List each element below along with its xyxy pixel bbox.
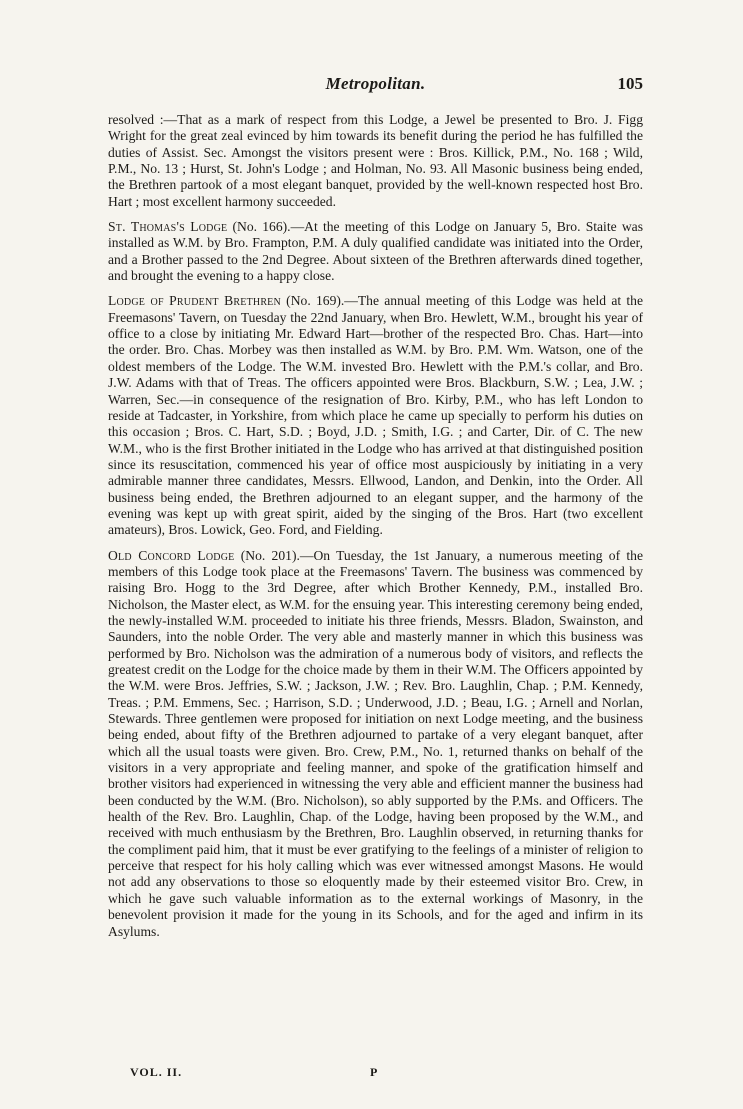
running-title: Metropolitan. xyxy=(325,74,426,93)
page-number: 105 xyxy=(617,74,643,93)
page-footer xyxy=(130,1065,430,1083)
paragraph-lead: Old Concord Lodge xyxy=(108,547,235,563)
paragraph-st-thomas-lodge xyxy=(108,219,643,284)
running-header xyxy=(108,74,643,100)
signature-mark: P xyxy=(370,1065,378,1079)
paragraph-text: (No. 166).—At the meeting of this Lodge on January 5, Bro. Staite was installed as W.M. by Bro. Frampton, P.M. A duly qualified candidate was initiated into the Order, and a Brother passed to the 2nd Degree. About sixteen of the Brethren afterwards dined together, and brought the evening to a happy close. xyxy=(108,219,643,284)
paragraph-text: resolved :—That as a mark of respect from this Lodge, a Jewel be presented to Bro. J. Figg Wright for the great zeal evinced by him towards its benefit during the period he has fulfilled the duties of Assist. Sec. Amongst the visitors present were : Bros. Killick, P.M., No. 168 ; Wild, P.M., No. 13 ; Hurst, St. John's Lodge ; and Holman, No. 93. All Masonic business being ended, the Brethren partook of a most elegant banquet, provided by the well-known respected host Bro. Hart ; most excellent harmony succeeded. xyxy=(108,112,643,209)
paragraph-continuation xyxy=(108,112,643,210)
volume-label: VOL. II. xyxy=(130,1065,183,1079)
paragraph-text: (No. 169).—The annual meeting of this Lodge was held at the Freemasons' Tavern, on Tuesday the 22nd January, when Bro. Hewlett, W.M., brought his year of office to a close by initiating Mr. Edward Hart—brother of the respected Bro. Chas. Hart—into the order. Bro. Chas. Morbey was then installed as W.M. by Bro. P.M. Wm. Watson, one of the oldest members of the Lodge. The W.M. invested Bro. Hewlett with the P.M.'s collar, and Bro. J.W. Adams with that of Treas. The officers appointed were Bros. Blackburn, S.W. ; Lea, J.W. ; Warren, Sec.—in consequence of the resignation of Bro. Kirby, P.M., who has left London to reside at Tadcaster, in Yorkshire, from which place he came up specially to perform his duties on this occasion ; Bros. C. Hart, S.D. ; Boyd, J.D. ; Smith, I.G. ; and Carter, Dir. of C. The new W.M., who is the first Brother initiated in the Lodge who has arrived at that distinguished position since its resuscitation, commenced his year of office most auspiciously by initiating in a very admirable manner three candidates, Messrs. Ellwood, Landon, and Denkin, into the Order. All business being ended, the Brethren adjourned to an elegant supper, and the harmony of the evening was kept up with great spirit, aided by the singing of the Bros. Hart (two excellent amateurs), Bros. Lowick, Geo. Ford, and Fielding. xyxy=(108,293,643,538)
paragraph-old-concord-lodge xyxy=(108,548,643,940)
article-body xyxy=(108,112,643,940)
paragraph-prudent-brethren-lodge xyxy=(108,293,643,538)
paragraph-lead: Lodge of Prudent Brethren xyxy=(108,293,281,309)
paragraph-text: (No. 201).—On Tuesday, the 1st January, a numerous meeting of the members of this Lodge took place at the Freemasons' Tavern. The business was commenced by raising Bro. Hogg to the 3rd Degree, after which Brother Kennedy, P.M., installed Bro. Nicholson, the Master elect, as W.M. for the ensuing year. This interesting ceremony being ended, the newly-installed W.M. proceeded to initiate his three friends, Messrs. Bladon, Swainston, and Saunders, into the noble Order. The very able and masterly manner in which this business was performed by Bro. Nicholson was the admiration of a numerous body of visitors, and reflects the greatest credit on the Lodge for the choice made by them in their W.M. The Officers appointed by the W.M. were Bros. Jeffries, S.W. ; Jackson, J.W. ; Rev. Bro. Laughlin, Chap. ; P.M. Kennedy, Treas. ; P.M. Emmens, Sec. ; Harrison, S.D. ; Underwood, J.D. ; Beau, I.G. ; Arnell and Norlan, Stewards. Three gentlemen were proposed for initiation on next Lodge meeting, and the business being ended, about fifty of the Brethren adjourned to partake of a very elegant banquet, after which all the usual toasts were given. Bro. Crew, P.M., No. 1, returned thanks on behalf of the visitors in a very appropriate and feeling manner, and spoke of the gratification himself and brother visitors had experienced in witnessing the very able and efficient manner the business had been conducted by the W.M. (Bro. Nicholson), so ably supported by the P.Ms. and Officers. The health of the Rev. Bro. Laughlin, Chap. of the Lodge, having been proposed by the W.M., and received with much enthusiasm by the Brethren, Bro. Laughlin observed, in returning thanks for the compliment paid him, that it must be ever gratifying to the feelings of a minister of religion to perceive that respect for his holy calling which was ever witnessed amongst Masons. He would not add any observations to those so eloquently made by their esteemed visitor Bro. Crew, in which he gave such valuable information as to the external workings of Masonry, in the benevolent provision it made for the young in its Schools, and for the aged and infirm in its Asylums. xyxy=(108,547,643,939)
paragraph-lead: St. Thomas's Lodge xyxy=(108,219,228,235)
